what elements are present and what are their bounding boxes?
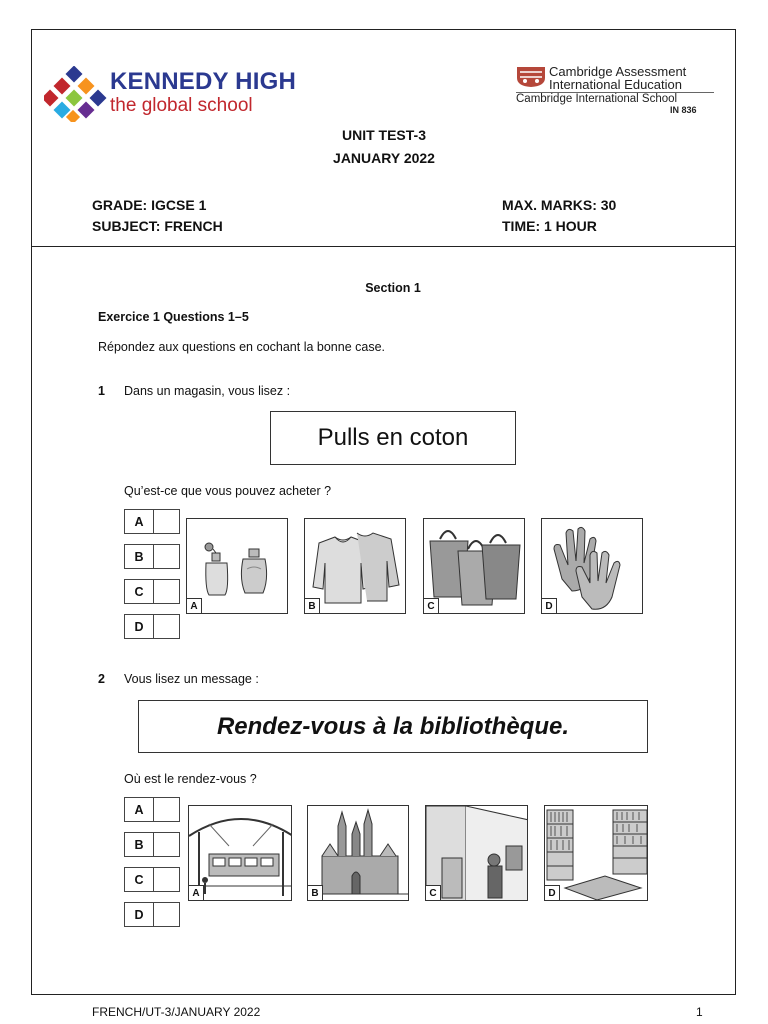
test-title: UNIT TEST-3 xyxy=(341,127,426,143)
q2-option-d xyxy=(124,902,180,927)
q2-option-c xyxy=(124,867,180,892)
school-tagline: the global school xyxy=(110,95,253,116)
section-title: Section 1 xyxy=(365,281,421,295)
school-name: KENNEDY HIGH xyxy=(110,68,296,95)
q1-picture-b: B xyxy=(304,518,406,614)
page-number: 1 xyxy=(696,1005,703,1019)
footer-code: FRENCH/UT-3/JANUARY 2022 xyxy=(92,1005,261,1019)
q1-option-b-letter: B xyxy=(125,545,154,568)
library-icon xyxy=(545,806,648,901)
test-date: JANUARY 2022 xyxy=(333,150,435,166)
perfume-icon xyxy=(187,519,288,614)
q2-picture-c: C xyxy=(425,805,528,901)
question-2-question: Où est le rendez-vous ? xyxy=(124,772,257,786)
q1-option-c-letter: C xyxy=(125,580,154,603)
q1-option-a-letter: A xyxy=(125,510,154,533)
q2-picture-d: D xyxy=(544,805,648,901)
q2-picture-a: A xyxy=(188,805,292,901)
question-2-number: 2 xyxy=(98,672,105,686)
cambridge-shield-icon xyxy=(516,66,546,88)
q1-picture-c: C xyxy=(423,518,525,614)
q1-option-a-checkbox[interactable] xyxy=(154,510,179,533)
q2-option-b xyxy=(124,832,180,857)
cambridge-line4: IN 836 xyxy=(670,105,697,115)
exercise-title: Exercice 1 Questions 1–5 xyxy=(98,310,249,324)
question-2-prompt: Vous lisez un message : xyxy=(124,672,259,686)
q2-picture-b: B xyxy=(307,805,409,901)
question-1-prompt: Dans un magasin, vous lisez : xyxy=(124,384,291,398)
question-1-sign: Pulls en coton xyxy=(270,411,516,465)
q2-option-c-letter: C xyxy=(125,868,154,891)
question-1-question: Qu’est-ce que vous pouvez acheter ? xyxy=(124,484,332,498)
q1-option-b xyxy=(124,544,180,569)
cambridge-line1: Cambridge Assessment xyxy=(549,64,687,79)
subject-label: SUBJECT: FRENCH xyxy=(92,218,223,234)
handbag-icon xyxy=(424,519,525,614)
instruction-text: Répondez aux questions en cochant la bonne case. xyxy=(98,340,386,354)
q2-option-b-checkbox[interactable] xyxy=(154,833,179,856)
q2-option-a-checkbox[interactable] xyxy=(154,798,179,821)
q1-option-d xyxy=(124,614,180,639)
q2-option-d-letter: D xyxy=(125,903,154,926)
grade-label: GRADE: IGCSE 1 xyxy=(92,197,207,213)
cash-machine-icon xyxy=(426,806,528,901)
cathedral-icon xyxy=(308,806,409,901)
max-marks-label: MAX. MARKS: 30 xyxy=(502,197,617,213)
q1-option-c xyxy=(124,579,180,604)
q2-option-c-checkbox[interactable] xyxy=(154,868,179,891)
question-2-sign: Rendez-vous à la bibliothèque. xyxy=(138,700,648,753)
sweater-icon xyxy=(305,519,406,614)
q2-option-d-checkbox[interactable] xyxy=(154,903,179,926)
q2-option-a xyxy=(124,797,180,822)
q1-picture-a: A xyxy=(186,518,288,614)
q1-option-d-letter: D xyxy=(125,615,154,638)
q1-option-a xyxy=(124,509,180,534)
q1-option-c-checkbox[interactable] xyxy=(154,580,179,603)
question-1-number: 1 xyxy=(98,384,105,398)
q1-picture-d: D xyxy=(541,518,643,614)
time-label: TIME: 1 HOUR xyxy=(502,218,597,234)
cambridge-line3: Cambridge International School xyxy=(516,93,678,105)
header-divider xyxy=(31,246,736,247)
q2-option-a-letter: A xyxy=(125,798,154,821)
gloves-icon xyxy=(542,519,643,614)
cambridge-line2: International Education xyxy=(549,77,682,92)
q1-option-d-checkbox[interactable] xyxy=(154,615,179,638)
q1-option-b-checkbox[interactable] xyxy=(154,545,179,568)
train-station-icon xyxy=(189,806,292,901)
q2-option-b-letter: B xyxy=(125,833,154,856)
